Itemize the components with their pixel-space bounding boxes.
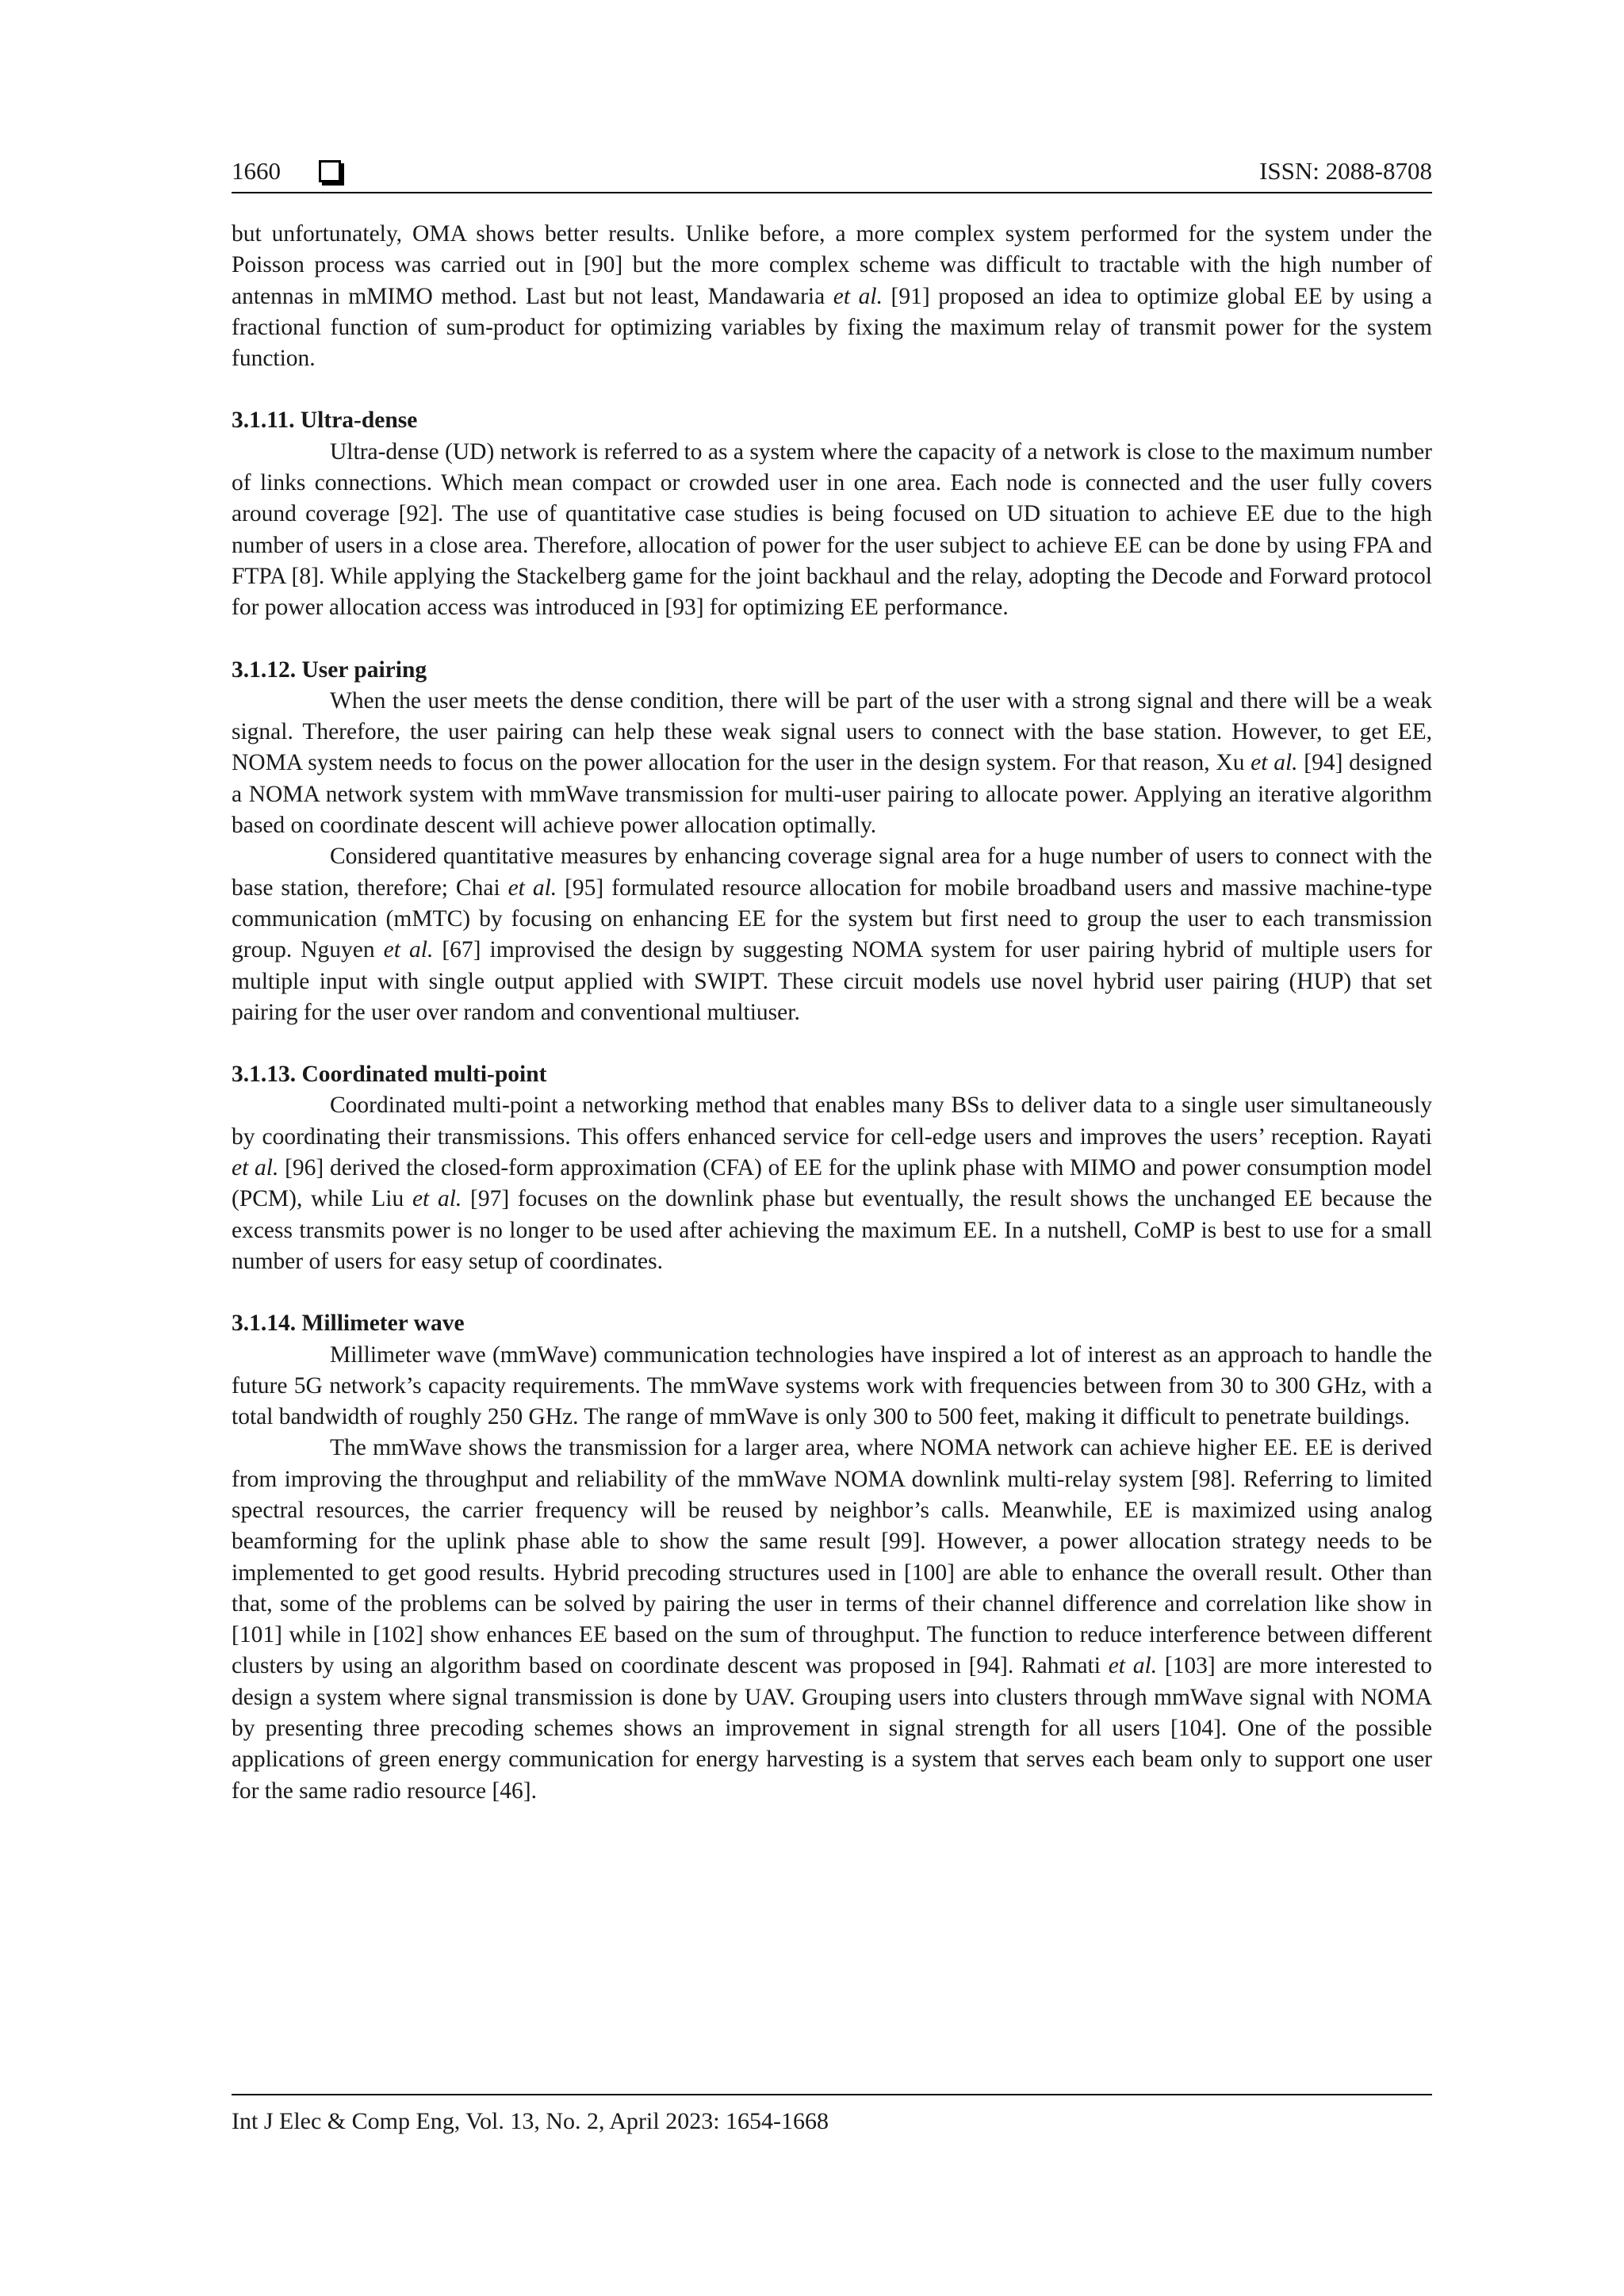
intro-paragraph: but unfortunately, OMA shows better results. Unlike before, a more complex system performed for the system under the Poisson process was carried out in [90] but the more complex scheme was difficult to tractable with the high number of antennas in mMIMO method. Last but not least, Mandawaria et al. [91] proposed an idea to optimize global EE by using a fractional function of sum-product for optimizing variables by fixing the maximum relay of transmit power for the system function. [232, 221, 1432, 372]
section-paragraph: Ultra-dense (UD) network is referred to as a system where the capacity of a network is close to the maximum number of links connections. Which mean compact or crowded user in one area. Each node is connected and the user fully covers around coverage [92]. The use of quantitative case studies is being focused on UD situation to achieve EE due to the high number of users in a close area. Therefore, allocation of power for the user subject to achieve EE can be done by using FPA and FTPA [8]. While applying the Stackelberg game for the joint backhaul and the relay, adopting the Decode and Forward protocol for power allocation access was introduced in [93] for optimizing EE performance. [232, 438, 1432, 621]
page-header [232, 155, 1432, 193]
issn-label: ISSN: 2088-8708 [1259, 157, 1432, 185]
section-ultra-dense [232, 405, 1432, 623]
section-heading: 3.1.13. Coordinated multi-point [232, 1062, 547, 1088]
section-heading: 3.1.12. User pairing [232, 656, 427, 683]
section-paragraph: Considered quantitative measures by enhancing coverage signal area for a huge number of users to connect with the base station, therefore; Chai et al. [95] formulated resource allocation for mobile broadband users and massive machine-type communication (mMTC) by focusing on enhancing EE for the system but first need to group the user to each transmission group. Nguyen et al. [67] improvised the design by suggesting NOMA system for user pairing hybrid of multiple users for multiple input with single output applied with SWIPT. These circuit models use novel hybrid user pairing (HUP) that set pairing for the user over random and conventional multiuser. [232, 844, 1432, 1025]
journal-citation: Int J Elec & Comp Eng, Vol. 13, No. 2, April 2023: 1654-1668 [232, 2108, 829, 2134]
section-heading: 3.1.14. Millimeter wave [232, 1311, 465, 1337]
section-user-pairing [232, 655, 1432, 1029]
article-body [232, 219, 1432, 1807]
page-footer [232, 2094, 1432, 2135]
section-paragraph: Millimeter wave (mmWave) communication technologies have inspired a lot of interest as an approach to handle the future 5G network’s capacity requirements. The mmWave systems work with frequencies between from 30 to 300 GHz, with a total bandwidth of roughly 250 GHz. The range of mmWave is only 300 to 500 feet, making it difficult to penetrate buildings. [232, 1341, 1432, 1430]
section-paragraph: When the user meets the dense condition, there will be part of the user with a strong signal and there will be a weak signal. Therefore, the user pairing can help these weak signal users to connect with the base station. However, to get EE, NOMA system needs to focus on the power allocation for the user in the design system. For that reason, Xu et al. [94] designed a NOMA network system with mmWave transmission for multi-user pairing to allocate power. Applying an iterative algorithm based on coordinate descent will achieve power allocation optimally. [232, 687, 1432, 839]
section-paragraph: The mmWave shows the transmission for a larger area, where NOMA network can achieve higher EE. EE is derived from improving the throughput and reliability of the mmWave NOMA downlink multi-relay system [98]. Referring to limited spectral resources, the carrier frequency will be reused by neighbor’s calls. Meanwhile, EE is maximized using analog beamforming for the uplink phase able to show the same result [99]. However, a power allocation strategy needs to be implemented to get good results. Hybrid precoding structures used in [100] are able to enhance the overall result. Other than that, some of the problems can be solved by pairing the user in terms of their channel difference and correlation like show in [101] while in [102] show enhances EE based on the sum of throughput. The function to reduce interference between different clusters by using an algorithm based on coordinate descent was proposed in [94]. Rahmati et al. [103] are more interested to design a system where signal transmission is done by UAV. Grouping users into clusters through mmWave signal with NOMA by presenting three precoding schemes shows an improvement in signal strength for all users [104]. One of the possible applications of green energy communication for energy harvesting is a system that serves each beam only to support one user for the same radio resource [46]. [232, 1435, 1433, 1804]
section-paragraph: Coordinated multi-point a networking method that enables many BSs to deliver data to a single user simultaneously by coordinating their transmissions. This offers enhanced service for cell-edge users and improves the users’ reception. Rayati et al. [96] derived the closed-form approximation (CFA) of EE for the uplink phase with MIMO and power consumption model (PCM), while Liu et al. [97] focuses on the downlink phase but eventually, the result shows the unchanged EE because the excess transmits power is no longer to be used after achieving the maximum EE. In a nutshell, CoMP is best to use for a small number of users for easy setup of coordinates. [232, 1093, 1432, 1274]
section-coordinated-multi-point [232, 1059, 1432, 1277]
square-bullet-icon [319, 160, 341, 182]
section-millimeter-wave [232, 1308, 1432, 1807]
page-number: 1660 [232, 157, 281, 185]
section-heading: 3.1.11. Ultra-dense [232, 408, 418, 434]
